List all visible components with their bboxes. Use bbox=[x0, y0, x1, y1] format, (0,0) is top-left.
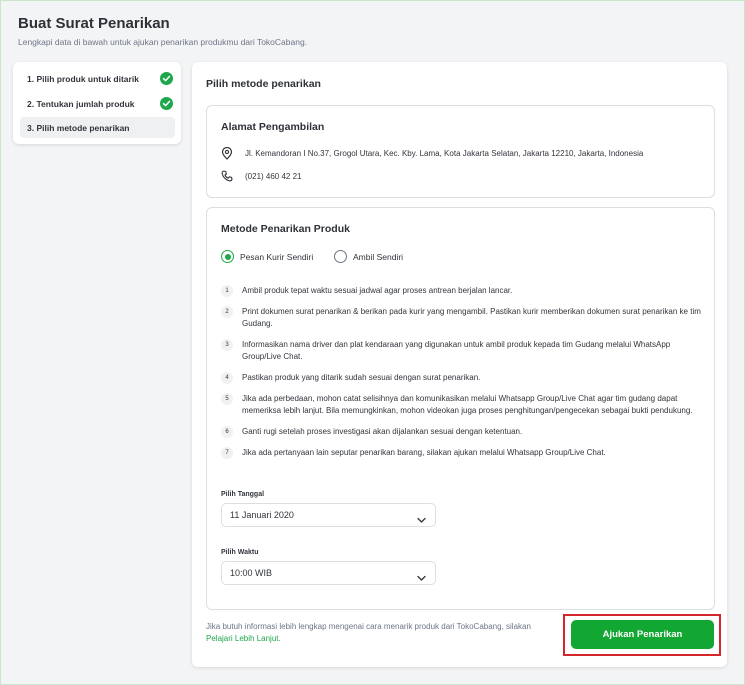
rule-number: 2 bbox=[221, 306, 233, 318]
rule-text: Informasikan nama driver dan plat kendaraan yang digunakan untuk ambil produk kepada tim Gudang melalui WhatsApp Group/Live Chat. bbox=[242, 340, 671, 361]
step-1[interactable] bbox=[20, 68, 175, 89]
date-label: Pilih Tanggal bbox=[221, 491, 265, 498]
radio-selected-icon bbox=[221, 250, 234, 263]
step-3[interactable] bbox=[20, 117, 175, 138]
submit-withdrawal-button[interactable]: Ajukan Penarikan bbox=[571, 620, 714, 649]
chevron-down-icon bbox=[417, 569, 426, 587]
check-circle-icon bbox=[160, 72, 173, 85]
step-2[interactable] bbox=[20, 93, 175, 114]
rule-number: 3 bbox=[221, 339, 233, 351]
radio-unselected-icon bbox=[334, 250, 347, 263]
list-item bbox=[221, 339, 701, 363]
rule-number: 7 bbox=[221, 447, 233, 459]
footer-info bbox=[206, 621, 556, 645]
list-item bbox=[221, 306, 701, 330]
radio-label: Pesan Kurir Sendiri bbox=[240, 252, 314, 262]
time-value: 10:00 WIB bbox=[230, 568, 273, 578]
list-item bbox=[221, 447, 701, 459]
page-subtitle: Lengkapi data di bawah untuk ajukan penarikan produkmu dari TokoCabang. bbox=[18, 37, 308, 47]
rule-text: Pastikan produk yang ditarik sudah sesuai dengan surat penarikan. bbox=[242, 373, 481, 382]
step-label: 2. Tentukan jumlah produk bbox=[27, 99, 135, 109]
phone-text: (021) 460 42 21 bbox=[245, 172, 302, 181]
phone-icon bbox=[221, 170, 233, 184]
date-select[interactable] bbox=[221, 503, 436, 527]
pickup-title: Alamat Pengambilan bbox=[221, 121, 325, 133]
method-title: Metode Penarikan Produk bbox=[221, 223, 350, 235]
chevron-down-icon bbox=[417, 511, 426, 529]
rule-number: 5 bbox=[221, 393, 233, 405]
section-title: Pilih metode penarikan bbox=[206, 78, 321, 90]
footer-suffix: . bbox=[278, 634, 281, 643]
step-label: 1. Pilih produk untuk ditarik bbox=[27, 74, 139, 84]
radio-ambil-sendiri[interactable] bbox=[334, 250, 414, 264]
page-title: Buat Surat Penarikan bbox=[18, 15, 170, 32]
rule-text: Ganti rugi setelah proses investigasi akan dijalankan sesuai dengan ketentuan. bbox=[242, 427, 523, 436]
radio-label: Ambil Sendiri bbox=[353, 252, 404, 262]
time-label: Pilih Waktu bbox=[221, 549, 259, 556]
step-label: 3. Pilih metode penarikan bbox=[27, 123, 130, 133]
rule-number: 4 bbox=[221, 372, 233, 384]
steps-panel bbox=[13, 62, 181, 144]
main-card bbox=[192, 62, 727, 667]
location-pin-icon bbox=[221, 147, 233, 162]
list-item bbox=[221, 285, 701, 297]
rule-text: Ambil produk tepat waktu sesuai jadwal agar proses antrean berjalan lancar. bbox=[242, 286, 513, 295]
list-item bbox=[221, 393, 701, 417]
list-item bbox=[221, 372, 701, 384]
footer-text: Jika butuh informasi lebih lengkap mengenai cara menarik produk dari TokoCabang, silakan bbox=[206, 622, 531, 631]
rule-text: Jika ada pertanyaan lain seputar penarikan barang, silakan ajukan melalui Whatsapp Group/Live Chat. bbox=[242, 448, 606, 457]
time-select[interactable] bbox=[221, 561, 436, 585]
method-box bbox=[206, 207, 715, 610]
learn-more-link[interactable]: Pelajari Lebih Lanjut bbox=[206, 634, 279, 643]
rules-list bbox=[221, 285, 701, 468]
check-circle-icon bbox=[160, 97, 173, 110]
rule-text: Jika ada perbedaan, mohon catat selisihnya dan komunikasikan melalui Whatsapp Group/Live Chat agar tim gudang dapat memeriksa lebih lanjut. Bila memungkinkan, mohon videokan juga proses penghitungan/pengecekan sebagai bukti pendukung. bbox=[242, 394, 693, 415]
list-item bbox=[221, 426, 701, 438]
radio-pesan-kurir[interactable] bbox=[221, 250, 321, 264]
rule-number: 6 bbox=[221, 426, 233, 438]
date-value: 11 Januari 2020 bbox=[230, 510, 294, 520]
rule-text: Print dokumen surat penarikan & berikan pada kurir yang mengambil. Pastikan kurir memberikan dokumen surat penarikan ke tim Gudang. bbox=[242, 307, 701, 328]
rule-number: 1 bbox=[221, 285, 233, 297]
address-text: Jl. Kemandoran I No.37, Grogol Utara, Kec. Kby. Lama, Kota Jakarta Selatan, Jakarta 12210, Jakarta, Indonesia bbox=[245, 149, 644, 158]
pickup-address-box bbox=[206, 105, 715, 198]
